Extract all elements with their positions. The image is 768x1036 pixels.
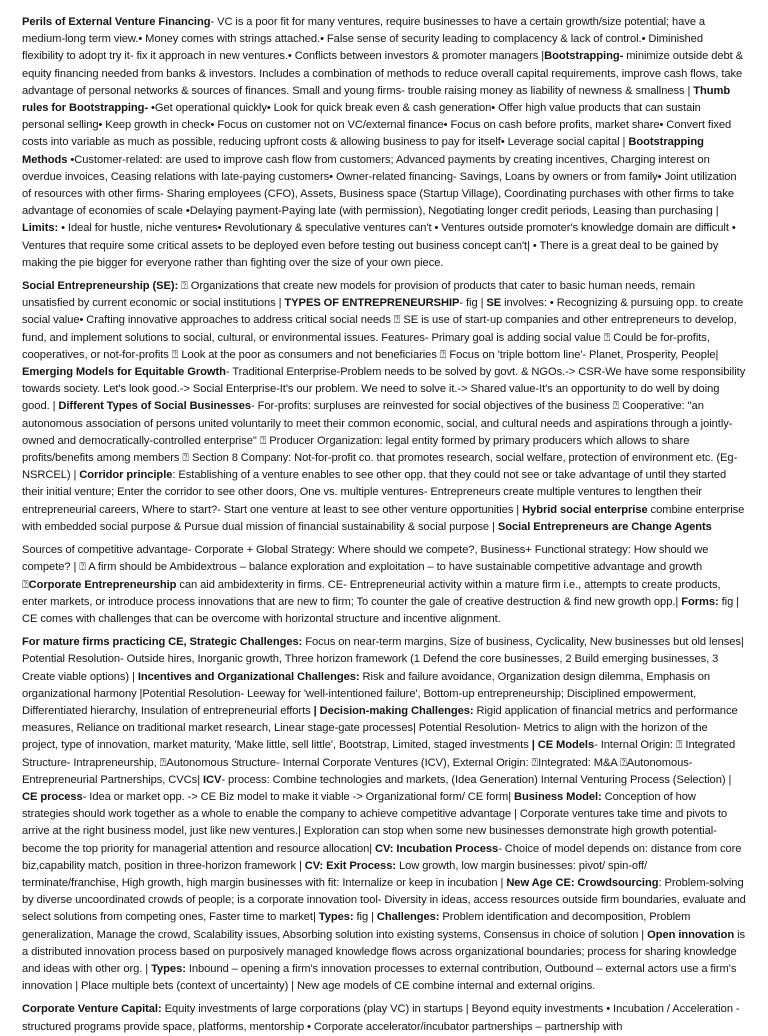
bold-heading-run: For mature firms practicing CE, Strategic Challenges: xyxy=(22,636,303,649)
text-run: Focus on near-term margins, Size of business, Cyclicality, New businesses but old lenses| Potential Resolution- Outside hires, Inorganic growth, Three horizon framework (1 Defend the core businesses, 2 Build emerging businesses, 3 Create viable options) | xyxy=(22,636,744,683)
text-run: involves: • Recognizing & pursuing opp. to create social value• Crafting innovative approaches to address critical social needs ⍰ SE is use of start-up companies and other entrepreneurs to develop, fund, and implement solutions to social, cultural, or environmental issues. Features- Primary goal is adding social value ⍰ Could be for-profits, cooperatives, or not-for-profits ⍰ Look at the poor as consumers and not beneficiaries ⍰ Focus on 'triple bottom line'- Planet, Prosperity, People| xyxy=(22,297,744,361)
bold-heading-run: Hybrid social enterprise xyxy=(522,503,648,516)
bold-heading-run: Bootstrapping Methods xyxy=(22,136,704,166)
text-run: fig | CE comes with challenges that can be overcome with horizontal structure and incentive alignment. xyxy=(22,595,740,625)
text-run: Low growth, low margin businesses: pivot/ spin-off/ terminate/franchise, High growth, high margin businesses with fit: Internalize or keep in incubation | xyxy=(22,859,648,889)
text-run: can aid ambidexterity in firms. CE- Entrepreneurial activity within a mature firm i.e., attempts to create products, enter markets, or introduce process innovations that are new to firm; To counter the gale of creative destruction & find new growth opp.| xyxy=(22,578,721,608)
bold-heading-run: Corridor principle xyxy=(79,469,173,482)
text-run: : Establishing of a venture enables to see other opp. that they could not see or take advantage of until they started their initial venture; Enter the corridor to see other doors, One vs. multiple ventures- Entrepreneurs create multiple ventures to lengthen their entrepreneurial careers, Where to start?- Start one venture at least to see other venture opportunities | xyxy=(22,469,727,516)
bold-heading-run: Different Types of Social Businesses xyxy=(58,400,251,413)
paragraph-competitive-advantage xyxy=(22,542,746,628)
bold-heading-run: Business Model: xyxy=(514,790,602,803)
paragraph-corporate-venture-capital xyxy=(22,1001,746,1035)
text-run: - process: Combine technologies and markets, (Idea Generation) Internal Venturing Process (Selection) | xyxy=(221,773,732,786)
bold-heading-run: Thumb rules for Bootstrapping- xyxy=(22,84,731,115)
paragraph-corporate-entrepreneurship-challenges xyxy=(22,634,746,995)
text-run: minimize outside debt & equity financing needed from banks & investors. Includes a combination of methods to reduce overall capital requirements, improve cash flows, take advantage of personal networks & sources of finances. Small and young firms- trouble raising money as liability of newness & smallness | xyxy=(22,50,744,97)
text-run: - For-profits: surpluses are reinvested for social objectives of the business ⍰ Cooperative: "an autonomous association of persons united voluntarily to meet their common economic, social, and cultural needs and aspirations through a jointly-owned and democratically-controlled enterprise" ⍰ Producer Organization: legal entity formed by primary producers which allows to share profits/benefits among members ⍰ Section 8 Company: Not-for-profit co. that promotes research, social welfare, protection of environment etc. (Eg- NSRCEL) | xyxy=(22,400,738,482)
bold-heading-run: Types: xyxy=(318,911,354,924)
text-run: Risk and failure avoidance, Organization design dilemma, Emphasis on organizational harmony |Potential Resolution- Leeway for 'well-intentioned failure', Bottom-up entrepreneurship; Disciplined empowerment, Differentiated hierarchy, Insulation of entrepreneurial efforts xyxy=(22,670,711,717)
paragraph-venture-financing xyxy=(22,14,746,272)
bold-heading-run: Incentives and Organizational Challenges: xyxy=(137,670,360,683)
bold-heading-run: Corporate Venture Capital: xyxy=(22,1003,162,1016)
bold-heading-run: Social Entrepreneurs are Change Agents xyxy=(497,520,712,533)
paragraph-social-entrepreneurship xyxy=(22,278,746,536)
bold-heading-run: Corporate Entrepreneurship xyxy=(28,578,177,591)
bold-heading-run: Emerging Models for Equitable Growth xyxy=(22,366,226,379)
text-run: : Problem-solving by diverse uncoordinated crowds of people; is a corporate innovation tool- Diversity in ideas, access resources outside firm boundaries, evaluate and select solutions from competing ones, Faster time to market| xyxy=(22,876,746,924)
text-run: - Traditional Enterprise-Problem needs to be solved by govt. & NGOs.-> CSR-We have some responsibility towards society. Let's look good.-> Social Enterprise-It's our problem. We need to solve it.-> Shared value-It's an opportunity to do well by doing good. | xyxy=(22,366,746,413)
bold-heading-run: Perils of External Venture Financing xyxy=(22,16,211,28)
bold-heading-run: TYPES OF ENTREPRENEURSHIP xyxy=(284,297,460,310)
text-run: Inbound – opening a firm's innovation processes to external contribution, Outbound – external actors use a firm's innovation | Place multiple bets (context of uncertainty) | New age models of CE combine internal and external origins. xyxy=(22,962,737,993)
bold-heading-run: New Age CE: Crowdsourcing xyxy=(506,876,659,889)
text-run: - Internal Origin: ⍰ Integrated Structure- Intrapreneurship, ⍰Autonomous Structure- Internal Corporate Ventures (ICV), External Origin: ⍰Integrated: M&A ⍰Autonomous- Entrepreneurial Partnerships, CVCs| xyxy=(22,739,736,786)
text-run: combine enterprise with embedded social purpose & Pursue dual mission of financial sustainability & social purpose | xyxy=(22,503,745,533)
bold-heading-run: | Decision-making Challenges: xyxy=(313,704,474,717)
text-run: Conception of how strategies should work together as a whole to enable the company to achieve competitive advantage | Corporate ventures take time and pivots to arrive at the right business model, just like new ventures.| Exploration can stop when some new businesses demonstrate high growth potential- become the top priority for managerial attention and resource allocation| xyxy=(22,790,728,855)
text-run: • Ideal for hustle, niche ventures• Revolutionary & speculative ventures can't • Ventures outside promoter's knowledge domain are difficult • Ventures that require some critical assets to be deployed even before testing out business concept can't| • There is a great deal to be gained by making the pie bigger for everyone rather than fighting over the size of your own piece. xyxy=(22,222,736,269)
bold-heading-run: CV: Exit Process: xyxy=(304,859,397,872)
bold-heading-run: CE process xyxy=(22,790,83,803)
bold-heading-run: Challenges: xyxy=(376,911,440,924)
text-run: Equity investments of large corporations (play VC) in startups | Beyond equity investments • Incubation / Acceleration - structured programs provide space, platforms, mentorship • Corporate accelerator/incubator partnerships – partnership with xyxy=(22,1003,740,1033)
text-run: - VC is a poor fit for many ventures, require businesses to have a certain growth/size potential; have a medium-long term view.• Money comes with strings attached.• False sense of security leading to complacency & lack of control.• Diminished flexibility to adopt try it- fix it approach in new ventures.• Conflicts between investors & promoter managers | xyxy=(22,16,706,63)
text-run: •Get operational quickly• Look for quick break even & cash generation• Offer high value products that can sustain personal selling• Keep growth in check• Focus on customer not on VC/external finance• Focus on cash before profits, market share• Convert fixed costs into variable as much as possible, reducing upfront costs & allowing business to pay for itself• Leverage social capital | xyxy=(22,102,732,149)
bold-heading-run: Social Entrepreneurship (SE): xyxy=(22,280,179,293)
bold-heading-run: Types: xyxy=(151,962,186,975)
bold-heading-run: | CE Models xyxy=(531,739,595,752)
text-run: fig | xyxy=(353,911,377,924)
text-run: •Customer-related: are used to improve cash flow from customers; Advanced payments by creating incentives, Charging interest on overdue invoices, Ceasing relations with late-paying customers• Owner-related financing- Savings, Loans by owners or from family• Joint utilization of resources with other firms- Sharing employees (CFO), Assets, Business space (Startup Village), Coordinating purchases with other firms to take advantage of economies of scale •Delaying payment-Paying late (with permission), Negotiating longer credit periods, Leasing than purchasing | xyxy=(22,153,737,218)
bold-heading-run: Forms: xyxy=(681,595,719,608)
text-run: - Idea or market opp. -> CE Biz model to make it viable -> Organizational form/ CE form| xyxy=(82,790,515,803)
bold-heading-run: Limits: xyxy=(22,222,59,235)
bold-heading-run: Open innovation xyxy=(647,928,735,941)
text-run: ⍰ Organizations that create new models for provision of products that cater to basic human needs, remain unsatisfied by current economic or social institutions | xyxy=(22,280,696,310)
text-run: Sources of competitive advantage- Corporate + Global Strategy: Where should we compete?, Business+ Functional strategy: How should we compete? | ⍰ A firm should be Ambidextrous – balance exploration and exploitation – to have sustainable competitive advantage and growth ⍰ xyxy=(22,544,709,591)
text-run: - Choice of model depends on: distance from core biz,capability match, position in three-horizon framework | xyxy=(22,842,742,872)
bold-heading-run: ICV xyxy=(202,773,222,786)
text-run: Rigid application of financial metrics and performance measures, Reliance on traditional market research, Linear stage-gate processes| Potential Resolution- Metrics to align with the horizon of the project, type of innovation, market maturity, 'Make little, sell little', Bootstrap, Limited, staged investments xyxy=(22,704,738,752)
bold-heading-run: Bootstrapping- xyxy=(544,50,624,63)
bold-heading-run: CV: Incubation Process xyxy=(375,842,499,855)
text-run: - fig | xyxy=(459,297,487,310)
bold-heading-run: SE xyxy=(486,297,502,310)
text-run: Problem identification and decomposition, Problem generalization, Manage the crowd, Scalability issues, Absorbing solution into existing systems, Consensus in choice of solution | xyxy=(22,911,691,941)
text-run: is a distributed innovation process based on purposively managed knowledge flows across organizational boundaries; process for sharing knowledge and ideas with other org. | xyxy=(22,928,746,975)
